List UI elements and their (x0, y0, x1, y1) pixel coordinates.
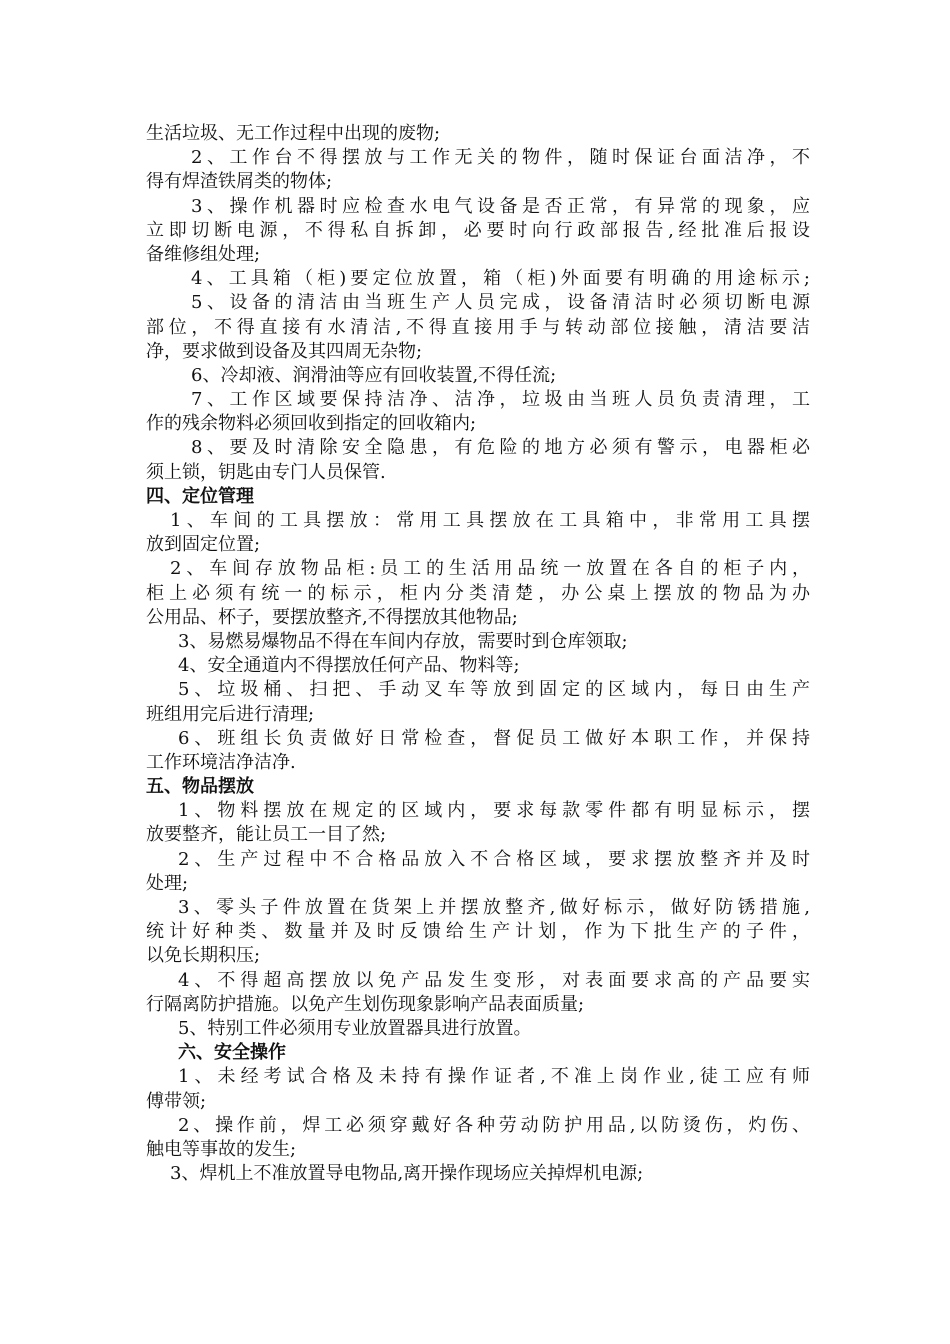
text-line: 7、工作区域要保持洁净、洁净，垃圾由当班人员负责清理，工 (191, 389, 810, 411)
text-line: 处理; (146, 872, 189, 894)
text-line: 生活垃圾、无工作过程中出现的废物; (146, 123, 441, 144)
text-line: 须上锁，钥匙由专门人员保管. (146, 461, 386, 483)
section-heading: 四、定位管理 (146, 485, 254, 507)
document-body (146, 122, 810, 1186)
text-line: 立即切断电源，不得私自拆卸，必要时向行政部报告,经批准后报设 (146, 219, 810, 241)
text-line: 放到固定位置; (146, 534, 261, 556)
text-line: 公用品、杯子，要摆放整齐,不得摆放其他物品; (146, 606, 518, 628)
text-line: 4、工具箱（柜)要定位放置，箱（柜)外面要有明确的用途标示; (191, 268, 810, 290)
section-heading: 六、安全操作 (178, 1042, 286, 1064)
text-line: 触电等事故的发生; (146, 1138, 297, 1160)
text-line: 柜上必须有统一的标示，柜内分类清楚，办公桌上摆放的物品为办 (146, 582, 810, 604)
text-line: 统计好种类、数量并及时反馈给生产计划，作为下批生产的子件， (146, 921, 810, 943)
text-line: 以免长期积压; (146, 945, 261, 967)
text-line: 备维修组处理; (146, 243, 261, 265)
text-line: 得有焊渣铁屑类的物体; (146, 171, 333, 193)
text-line: 作的残余物料必须回收到指定的回收箱内; (146, 413, 477, 435)
text-line: 傅带领; (146, 1090, 207, 1112)
text-line: 5、特别工件必须用专业放置器具进行放置。 (178, 1017, 532, 1039)
text-line: 2、工作台不得摆放与工作无关的物件，随时保证台面洁净，不 (191, 147, 810, 169)
text-line: 5、垃圾桶、扫把、手动叉车等放到固定的区域内，每日由生产 (178, 679, 810, 701)
text-line: 3、操作机器时应检查水电气设备是否正常，有异常的现象，应 (191, 195, 810, 217)
text-line: 1、未经考试合格及未持有操作证者,不准上岗作业,徒工应有师 (178, 1066, 810, 1088)
text-line: 5、设备的清洁由当班生产人员完成，设备清洁时必须切断电源 (191, 292, 810, 314)
text-line: 3、易燃易爆物品不得在车间内存放，需要时到仓库领取; (178, 630, 628, 652)
text-line: 6、班组长负责做好日常检查，督促员工做好本职工作，并保持 (178, 727, 810, 749)
text-line: 1、物料摆放在规定的区域内，要求每款零件都有明显标示，摆 (178, 800, 810, 822)
text-line: 1、车间的工具摆放：常用工具摆放在工具箱中，非常用工具摆 (170, 510, 810, 531)
text-line: 4、不得超高摆放以免产品发生变形，对表面要求高的产品要实 (178, 969, 810, 991)
section-heading: 五、物品摆放 (146, 776, 254, 798)
text-line: 工作环境洁净洁净. (146, 751, 296, 773)
text-line: 3、焊机上不准放置导电物品,离开操作现场应关掉焊机电源; (170, 1163, 644, 1185)
text-line: 净，要求做到设备及其四周无杂物; (146, 340, 423, 362)
text-line: 2、生产过程中不合格品放入不合格区域，要求摆放整齐并及时 (178, 848, 810, 870)
text-line: 行隔离防护措施。以免产生划伤现象影响产品表面质量; (146, 993, 585, 1015)
text-line: 放要整齐，能让员工一目了然; (146, 824, 387, 846)
text-line: 3、零头子件放置在货架上并摆放整齐,做好标示，做好防锈措施, (178, 897, 810, 918)
text-line: 2、操作前，焊工必须穿戴好各种劳动防护用品,以防烫伤，灼伤、 (178, 1114, 810, 1136)
text-line: 4、安全通道内不得摆放任何产品、物料等; (178, 655, 520, 677)
text-line: 部位，不得直接有水清洁,不得直接用手与转动部位接触，清洁要洁 (146, 316, 810, 338)
text-line: 班组用完后进行清理; (146, 703, 315, 725)
text-line: 6、冷却液、润滑油等应有回收装置,不得任流; (191, 364, 557, 386)
text-line: 2、车间存放物品柜:员工的生活用品统一放置在各自的柜子内， (170, 558, 810, 580)
text-line: 8、要及时清除安全隐患，有危险的地方必须有警示，电器柜必 (191, 437, 810, 459)
